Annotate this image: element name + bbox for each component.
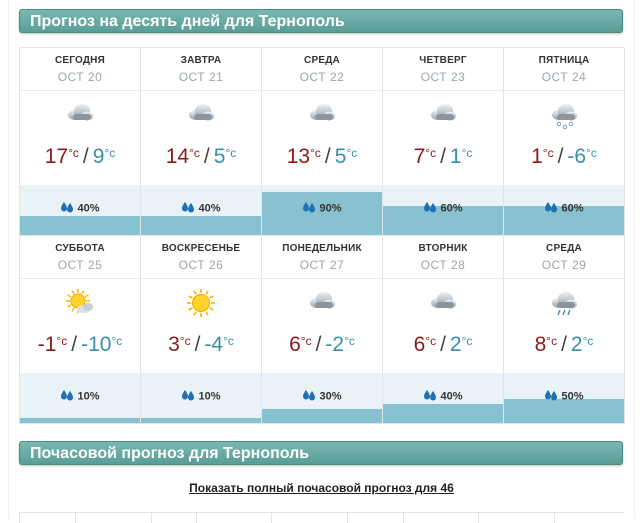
divider xyxy=(262,278,382,279)
show-full-hourly-forecast-link[interactable]: Показать полный почасовой прогноз для 46 xyxy=(189,481,454,495)
day-name: ВТОРНИК xyxy=(418,243,468,254)
day-date: ОСТ 25 xyxy=(57,258,103,272)
high-temp: $13^{^\circ c}$ xyxy=(286,145,321,168)
precipitation-bar xyxy=(141,418,261,423)
rain-icon xyxy=(549,288,579,318)
day-name: ПОНЕДЕЛЬНИК xyxy=(282,243,362,254)
day-card[interactable] xyxy=(20,48,141,236)
cloudy-icon xyxy=(428,100,458,130)
precipitation-label: 90% xyxy=(262,201,382,216)
page-frame-right xyxy=(634,0,635,519)
divider xyxy=(141,90,261,91)
precipitation-chance xyxy=(20,373,140,423)
low-temp: $5^{^\circ c}$ xyxy=(213,145,237,168)
low-temp: $-10^{^\circ c}$ xyxy=(81,333,123,356)
forecast-row xyxy=(20,236,625,424)
precipitation-bar xyxy=(20,418,140,423)
partly-sunny-icon xyxy=(65,288,95,318)
low-temp: $2^{^\circ c}$ xyxy=(449,333,473,356)
cloudy-icon xyxy=(65,100,95,130)
day-name: СЕГОДНЯ xyxy=(54,55,105,66)
day-card[interactable] xyxy=(141,236,262,424)
precipitation-label: 40% xyxy=(20,201,140,216)
low-temp: $2^{^\circ c}$ xyxy=(570,333,594,356)
precipitation-label: 10% xyxy=(141,389,261,404)
cloudy-icon xyxy=(186,100,216,130)
raindrops-icon xyxy=(181,389,195,404)
raindrops-icon xyxy=(544,201,558,216)
low-temp: $5^{^\circ c}$ xyxy=(334,145,358,168)
precipitation-chance xyxy=(383,373,503,423)
high-temp: $-1^{^\circ c}$ xyxy=(37,333,68,356)
cloudy-icon xyxy=(307,100,337,130)
temperature-range xyxy=(504,145,624,169)
temperature-range xyxy=(20,333,140,357)
precipitation-bar xyxy=(20,216,140,235)
page-frame-left xyxy=(8,0,9,519)
day-card[interactable] xyxy=(20,236,141,424)
raindrops-icon xyxy=(423,389,437,404)
raindrops-icon xyxy=(60,389,74,404)
day-card[interactable] xyxy=(141,48,262,236)
temperature-range xyxy=(262,145,382,169)
day-name: ВОСКРЕСЕНЬЕ xyxy=(161,243,241,254)
hourly-forecast-header: Почасовой прогноз для Тернополь xyxy=(19,441,623,465)
temp-separator: / xyxy=(194,333,201,356)
temp-separator: / xyxy=(440,333,446,356)
temperature-range xyxy=(504,333,624,357)
day-name: СРЕДА xyxy=(546,243,582,254)
divider xyxy=(383,90,503,91)
divider xyxy=(20,278,140,279)
precipitation-chance xyxy=(504,185,624,235)
raindrops-icon xyxy=(423,201,437,216)
low-temp: $9^{^\circ c}$ xyxy=(92,145,116,168)
low-temp: $-4^{^\circ c}$ xyxy=(204,333,234,356)
day-card[interactable] xyxy=(262,236,383,424)
temperature-range xyxy=(383,333,503,357)
day-name: ПЯТНИЦА xyxy=(538,55,590,66)
low-temp: $-6^{^\circ c}$ xyxy=(567,145,597,168)
ten-day-forecast-header: Прогноз на десять дней для Тернополь xyxy=(19,9,623,33)
divider xyxy=(20,90,140,91)
day-date: ОСТ 24 xyxy=(541,70,587,84)
day-name: СУББОТА xyxy=(55,243,105,254)
precipitation-chance xyxy=(262,185,382,235)
high-temp: $14^{^\circ c}$ xyxy=(165,145,200,168)
precipitation-label: 50% xyxy=(504,389,624,404)
divider xyxy=(504,278,624,279)
day-name: ЗАВТРА xyxy=(180,55,222,66)
day-date: ОСТ 23 xyxy=(420,70,466,84)
day-card[interactable] xyxy=(504,48,625,236)
high-temp: $7^{^\circ c}$ xyxy=(413,145,437,168)
divider xyxy=(383,278,503,279)
day-name: СРЕДА xyxy=(304,55,340,66)
high-temp: $8^{^\circ c}$ xyxy=(534,333,558,356)
temp-separator: / xyxy=(324,145,331,168)
cloudy-icon xyxy=(307,288,337,318)
day-date: ОСТ 22 xyxy=(299,70,345,84)
precipitation-label: 40% xyxy=(141,201,261,216)
temperature-range xyxy=(262,333,382,357)
precipitation-bar xyxy=(383,404,503,423)
precipitation-chance xyxy=(20,185,140,235)
temp-separator: / xyxy=(561,333,567,356)
precipitation-label: 40% xyxy=(383,389,503,404)
raindrops-icon xyxy=(302,201,316,216)
precipitation-bar xyxy=(262,409,382,423)
low-temp: $-2^{^\circ c}$ xyxy=(325,333,355,356)
temp-separator: / xyxy=(82,145,89,168)
divider xyxy=(504,90,624,91)
day-date: ОСТ 28 xyxy=(420,258,466,272)
hourly-table-top xyxy=(19,512,624,523)
temperature-range xyxy=(141,145,261,169)
divider xyxy=(262,90,382,91)
temp-separator: / xyxy=(71,333,78,356)
day-date: ОСТ 21 xyxy=(178,70,224,84)
temperature-range xyxy=(383,145,503,169)
high-temp: $17^{^\circ c}$ xyxy=(44,145,79,168)
precipitation-label: 60% xyxy=(504,201,624,216)
precipitation-bar xyxy=(141,216,261,235)
raindrops-icon xyxy=(302,389,316,404)
raindrops-icon xyxy=(544,389,558,404)
precipitation-chance xyxy=(383,185,503,235)
raindrops-icon xyxy=(60,201,74,216)
day-date: ОСТ 26 xyxy=(178,258,224,272)
temp-separator: / xyxy=(440,145,446,168)
day-card[interactable] xyxy=(262,48,383,236)
precipitation-chance xyxy=(141,185,261,235)
precipitation-label: 60% xyxy=(383,201,503,216)
low-temp: $1^{^\circ c}$ xyxy=(449,145,473,168)
high-temp: $3^{^\circ c}$ xyxy=(168,333,191,356)
precipitation-chance xyxy=(141,373,261,423)
temp-separator: / xyxy=(315,333,322,356)
temperature-range xyxy=(20,145,140,169)
precipitation-label: 10% xyxy=(20,389,140,404)
day-date: ОСТ 20 xyxy=(57,70,103,84)
temp-separator: / xyxy=(203,145,210,168)
day-name: ЧЕТВЕРГ xyxy=(419,55,467,66)
high-temp: $6^{^\circ c}$ xyxy=(289,333,312,356)
high-temp: $6^{^\circ c}$ xyxy=(413,333,437,356)
sun-icon xyxy=(186,288,216,318)
precipitation-chance xyxy=(262,373,382,423)
cloudy-icon xyxy=(428,288,458,318)
precipitation-chance xyxy=(504,373,624,423)
snow-icon xyxy=(549,100,579,130)
high-temp: $1^{^\circ c}$ xyxy=(531,145,554,168)
temperature-range xyxy=(141,333,261,357)
temp-separator: / xyxy=(557,145,564,168)
precipitation-label: 30% xyxy=(262,389,382,404)
day-date: ОСТ 27 xyxy=(299,258,345,272)
day-card[interactable] xyxy=(383,48,504,236)
day-card[interactable] xyxy=(383,236,504,424)
day-card[interactable] xyxy=(504,236,625,424)
forecast-row xyxy=(20,48,625,236)
day-date: ОСТ 29 xyxy=(541,258,587,272)
divider xyxy=(141,278,261,279)
raindrops-icon xyxy=(181,201,195,216)
ten-day-forecast-grid xyxy=(19,47,625,424)
